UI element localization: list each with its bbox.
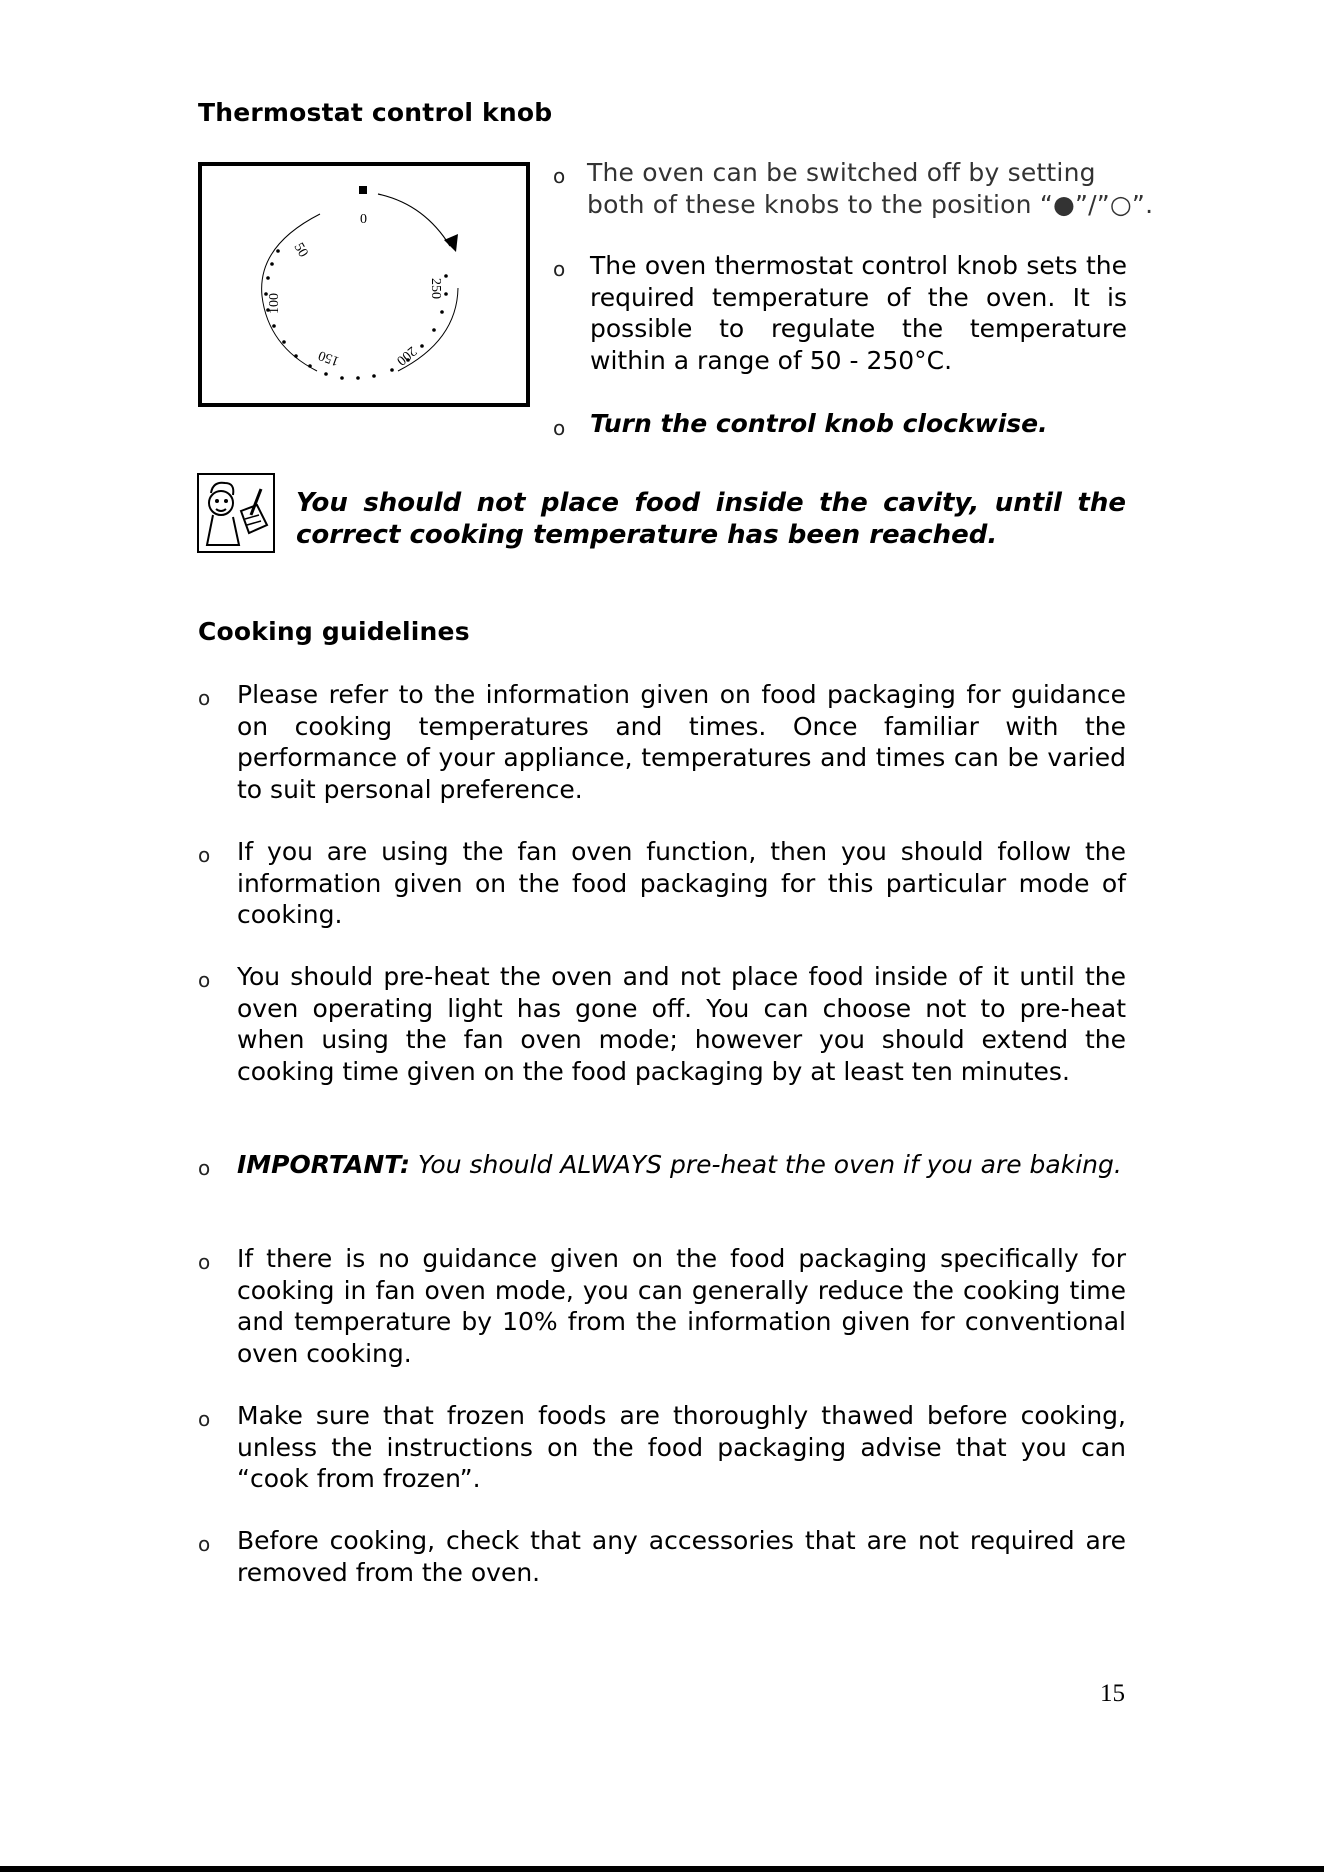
bullet-marker: o bbox=[198, 968, 211, 992]
thermostat-item-off: The oven can be switched off by setting both of these knobs to the position “●”/”○”. bbox=[587, 158, 1154, 219]
bullet-marker: o bbox=[553, 164, 566, 188]
dial-arc bbox=[262, 214, 320, 371]
knob-zero-label: 0 bbox=[360, 212, 367, 227]
section-heading-thermostat: Thermostat control knob bbox=[198, 98, 553, 127]
bullet-marker: o bbox=[198, 1156, 211, 1180]
guideline-item-important bbox=[237, 1149, 1126, 1181]
thermostat-item-range: The oven thermostat control knob sets the required temperature of the oven. It is possible to regulate the temperature within a range of 50 - 250°C. bbox=[590, 251, 1127, 375]
scale-dots bbox=[264, 249, 448, 380]
guideline-item: Make sure that frozen foods are thoroughly thawed before cooking, unless the instructions on the food packaging advise that you can “cook from frozen”. bbox=[237, 1401, 1126, 1493]
guideline-item: You should pre-heat the oven and not place food inside of it until the oven operating light has gone off. You can choose not to pre-heat when using the fan oven mode; however you should extend the cooking time given on the food packaging by at least ten minutes. bbox=[237, 962, 1126, 1086]
bullet-marker: o bbox=[553, 257, 566, 281]
bullet-marker: o bbox=[198, 1250, 211, 1274]
knob-off-marker bbox=[359, 186, 367, 194]
chef-warning-icon bbox=[197, 473, 275, 553]
guideline-item: Before cooking, check that any accessories that are not required are removed from the oven. bbox=[237, 1526, 1126, 1587]
important-text: You should ALWAYS pre-heat the oven if you are baking. bbox=[417, 1150, 1122, 1179]
clockwise-arrow bbox=[378, 194, 450, 246]
important-label: IMPORTANT: bbox=[237, 1150, 410, 1179]
guideline-item: If you are using the fan oven function, then you should follow the information given on the food packaging for this particular mode of cooking. bbox=[237, 837, 1126, 929]
page-number: 15 bbox=[1100, 1680, 1125, 1707]
cooking-temperature-warning: You should not place food inside the cavity, until the correct cooking temperature has been reached. bbox=[296, 488, 1126, 550]
knob-label-100: 100 bbox=[267, 293, 282, 314]
knob-label-250: 250 bbox=[428, 278, 443, 299]
page-bottom-border bbox=[0, 1866, 1324, 1872]
bullet-marker: o bbox=[553, 416, 566, 440]
thermostat-knob-diagram bbox=[198, 162, 530, 407]
bullet-marker: o bbox=[198, 1407, 211, 1431]
bullet-marker: o bbox=[198, 686, 211, 710]
knob-label-150: 150 bbox=[316, 347, 342, 369]
bullet-marker: o bbox=[198, 1532, 211, 1556]
section-heading-cooking-guidelines: Cooking guidelines bbox=[198, 617, 470, 646]
guideline-item: If there is no guidance given on the food packaging specifically for cooking in fan oven mode, you can generally reduce the cooking time and temperature by 10% from the information given for conventional oven cooking. bbox=[237, 1244, 1126, 1368]
bullet-marker: o bbox=[198, 843, 211, 867]
guideline-item: Please refer to the information given on food packaging for guidance on cooking temperatures and times. Once familiar with the performance of your appliance, temperatures and times can be varied to suit personal preference. bbox=[237, 680, 1126, 804]
thermostat-item-clockwise: Turn the control knob clockwise. bbox=[590, 409, 1048, 438]
knob-label-50: 50 bbox=[290, 240, 311, 261]
knob-label-200: 200 bbox=[393, 342, 420, 368]
arrow-head bbox=[444, 234, 458, 252]
